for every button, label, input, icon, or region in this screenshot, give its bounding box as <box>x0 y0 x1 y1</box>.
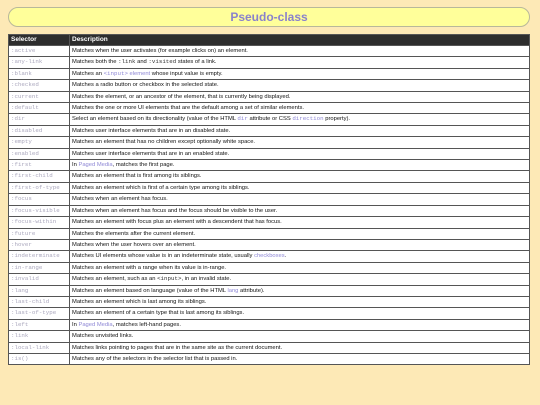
description-cell <box>70 126 529 136</box>
selector-cell[interactable]: :indeterminate <box>9 251 69 261</box>
description-text: Matches an element that is first among its siblings. <box>72 173 202 180</box>
description-text: Matches when an element has focus. <box>72 196 168 203</box>
description-text: attribute or CSS <box>247 116 293 123</box>
table-row <box>9 240 529 250</box>
description-text: In <box>72 162 79 169</box>
description-cell <box>70 343 529 353</box>
description-text: Matches user interface elements that are in an enabled state. <box>72 150 230 157</box>
table-row <box>9 229 529 239</box>
table-row <box>9 160 529 170</box>
description-text: Matches an element which is first of a certain type among its siblings. <box>72 184 250 191</box>
description-cell <box>70 149 529 159</box>
description-cell <box>70 137 529 147</box>
selector-cell[interactable]: :focus <box>9 194 69 204</box>
selector-cell[interactable]: :blank <box>9 69 69 79</box>
description-text: property). <box>323 116 351 123</box>
description-text: attribute). <box>238 287 265 294</box>
table-header-row <box>9 35 529 45</box>
description-text: states of a link. <box>176 59 217 66</box>
description-text: <input> <box>157 275 182 283</box>
table-row <box>9 354 529 364</box>
table-row <box>9 171 529 181</box>
selector-cell[interactable]: :default <box>9 103 69 113</box>
table-row <box>9 297 529 307</box>
description-link[interactable]: checkboxes <box>254 253 285 260</box>
description-text: Matches when an element has focus and the focus should be visible to the user. <box>72 207 278 214</box>
description-cell <box>70 183 529 193</box>
description-cell <box>70 320 529 330</box>
description-cell <box>70 286 529 296</box>
table-row <box>9 103 529 113</box>
selector-cell[interactable]: :last-of-type <box>9 308 69 318</box>
description-text: Matches an <box>72 70 104 77</box>
description-cell <box>70 57 529 67</box>
description-cell <box>70 206 529 216</box>
table-row <box>9 92 529 102</box>
column-header-description: Description <box>70 35 529 45</box>
selector-cell[interactable]: :enabled <box>9 149 69 159</box>
description-cell <box>70 69 529 79</box>
description-text: Matches an element with a range when its value is in-range. <box>72 264 227 271</box>
table-row <box>9 206 529 216</box>
table-row <box>9 308 529 318</box>
description-link[interactable]: <input> <box>103 69 128 77</box>
table-row <box>9 320 529 330</box>
table-row <box>9 57 529 67</box>
selector-cell[interactable]: :any-link <box>9 57 69 67</box>
description-cell <box>70 354 529 364</box>
selector-cell[interactable]: :future <box>9 229 69 239</box>
description-text: Matches unvisited links. <box>72 333 134 340</box>
table-row <box>9 149 529 159</box>
table-row <box>9 343 529 353</box>
description-text: Matches the one or more UI elements that are the default among a set of similar elements. <box>72 105 304 112</box>
table-row <box>9 194 529 204</box>
description-text: whose input value is empty. <box>150 70 223 77</box>
description-text: Matches any of the selectors in the selector list that is passed in. <box>72 355 238 362</box>
description-cell <box>70 263 529 273</box>
selector-cell[interactable]: :in-range <box>9 263 69 273</box>
selector-cell[interactable]: :dir <box>9 114 69 124</box>
selector-cell[interactable]: :disabled <box>9 126 69 136</box>
description-text: In <box>72 321 79 328</box>
description-cell <box>70 160 529 170</box>
selector-cell[interactable]: :focus-visible <box>9 206 69 216</box>
selector-cell[interactable]: :current <box>9 92 69 102</box>
table-row <box>9 114 529 124</box>
selector-cell[interactable]: :checked <box>9 80 69 90</box>
description-text: Matches both the <box>72 59 119 66</box>
description-text: :visited <box>148 58 177 66</box>
table-row <box>9 274 529 284</box>
selector-cell[interactable]: :hover <box>9 240 69 250</box>
description-text: , in an invalid state. <box>181 276 232 283</box>
selector-cell[interactable]: :focus-within <box>9 217 69 227</box>
description-cell <box>70 194 529 204</box>
description-text: Matches the element, or an ancestor of the element, that is currently being displayed. <box>72 93 291 100</box>
description-cell <box>70 331 529 341</box>
description-cell <box>70 217 529 227</box>
description-text: , matches the first page. <box>112 162 175 169</box>
table-row <box>9 126 529 136</box>
description-text: Matches when the user hovers over an element. <box>72 241 196 248</box>
description-cell <box>70 92 529 102</box>
description-text: Matches an element with focus plus an element with a descendent that has focus. <box>72 219 282 226</box>
description-cell <box>70 171 529 181</box>
description-text: Matches an element of a certain type that is last among its siblings. <box>72 310 245 317</box>
description-cell <box>70 114 529 124</box>
page-title: Pseudo-class <box>230 10 308 24</box>
selector-cell[interactable]: :is() <box>9 354 69 364</box>
description-text: and <box>135 59 149 66</box>
description-cell <box>70 297 529 307</box>
description-cell <box>70 46 529 56</box>
description-link[interactable]: Paged Media <box>78 162 113 169</box>
column-header-selector: Selector <box>9 35 69 45</box>
description-link[interactable]: dir <box>237 115 248 123</box>
description-link[interactable]: lang <box>227 287 239 294</box>
description-cell <box>70 308 529 318</box>
description-text: Matches an element which is last among its siblings. <box>72 298 207 305</box>
table-row <box>9 331 529 341</box>
description-text: Matches an element that has no children except optionally white space. <box>72 139 256 146</box>
description-text: :link <box>118 58 136 66</box>
description-cell <box>70 80 529 90</box>
selector-cell[interactable]: :empty <box>9 137 69 147</box>
description-text: , matches left-hand pages. <box>112 321 181 328</box>
description-text: Matches when the user activates (for example clicks on) an element. <box>72 48 248 54</box>
description-cell <box>70 251 529 261</box>
description-text: Matches links pointing to pages that are in the same site as the current document. <box>72 344 283 351</box>
table-row <box>9 46 529 56</box>
selector-cell[interactable]: :first-of-type <box>9 183 69 193</box>
table-row <box>9 286 529 296</box>
description-text: Matches the elements after the current element. <box>72 230 196 237</box>
description-text: Matches an element based on language (value of the HTML <box>72 287 228 294</box>
description-text: . <box>284 253 287 260</box>
selector-cell[interactable]: :local-link <box>9 343 69 353</box>
description-cell <box>70 229 529 239</box>
table-row <box>9 137 529 147</box>
description-link[interactable]: direction <box>292 115 324 123</box>
table-row <box>9 251 529 261</box>
page-title-banner <box>8 7 530 27</box>
description-text: Matches an element, such as an <box>72 276 158 283</box>
description-cell <box>70 103 529 113</box>
description-link[interactable]: element <box>127 70 151 77</box>
description-text: Select an element based on its directionality (value of the HTML <box>72 116 238 123</box>
description-cell <box>70 240 529 250</box>
selector-cell[interactable]: :first-child <box>9 171 69 181</box>
table-row <box>9 263 529 273</box>
table-row <box>9 80 529 90</box>
description-cell <box>70 274 529 284</box>
description-link[interactable]: Paged Media <box>78 321 113 328</box>
pseudo-class-table <box>8 34 530 365</box>
selector-cell[interactable]: :active <box>9 46 69 56</box>
selector-cell[interactable]: :link <box>9 331 69 341</box>
description-text: Matches user interface elements that are in an disabled state. <box>72 127 231 134</box>
selector-cell[interactable]: :last-child <box>9 297 69 307</box>
selector-cell[interactable]: :invalid <box>9 274 69 284</box>
selector-cell[interactable]: :lang <box>9 286 69 296</box>
description-text: Matches a radio button or checkbox in the selected state. <box>72 82 219 89</box>
table-row <box>9 69 529 79</box>
table-row <box>9 183 529 193</box>
selector-cell[interactable]: :left <box>9 320 69 330</box>
table-row <box>9 217 529 227</box>
selector-cell[interactable]: :first <box>9 160 69 170</box>
description-text: Matches UI elements whose value is in an indeterminate state, usually <box>72 253 255 260</box>
